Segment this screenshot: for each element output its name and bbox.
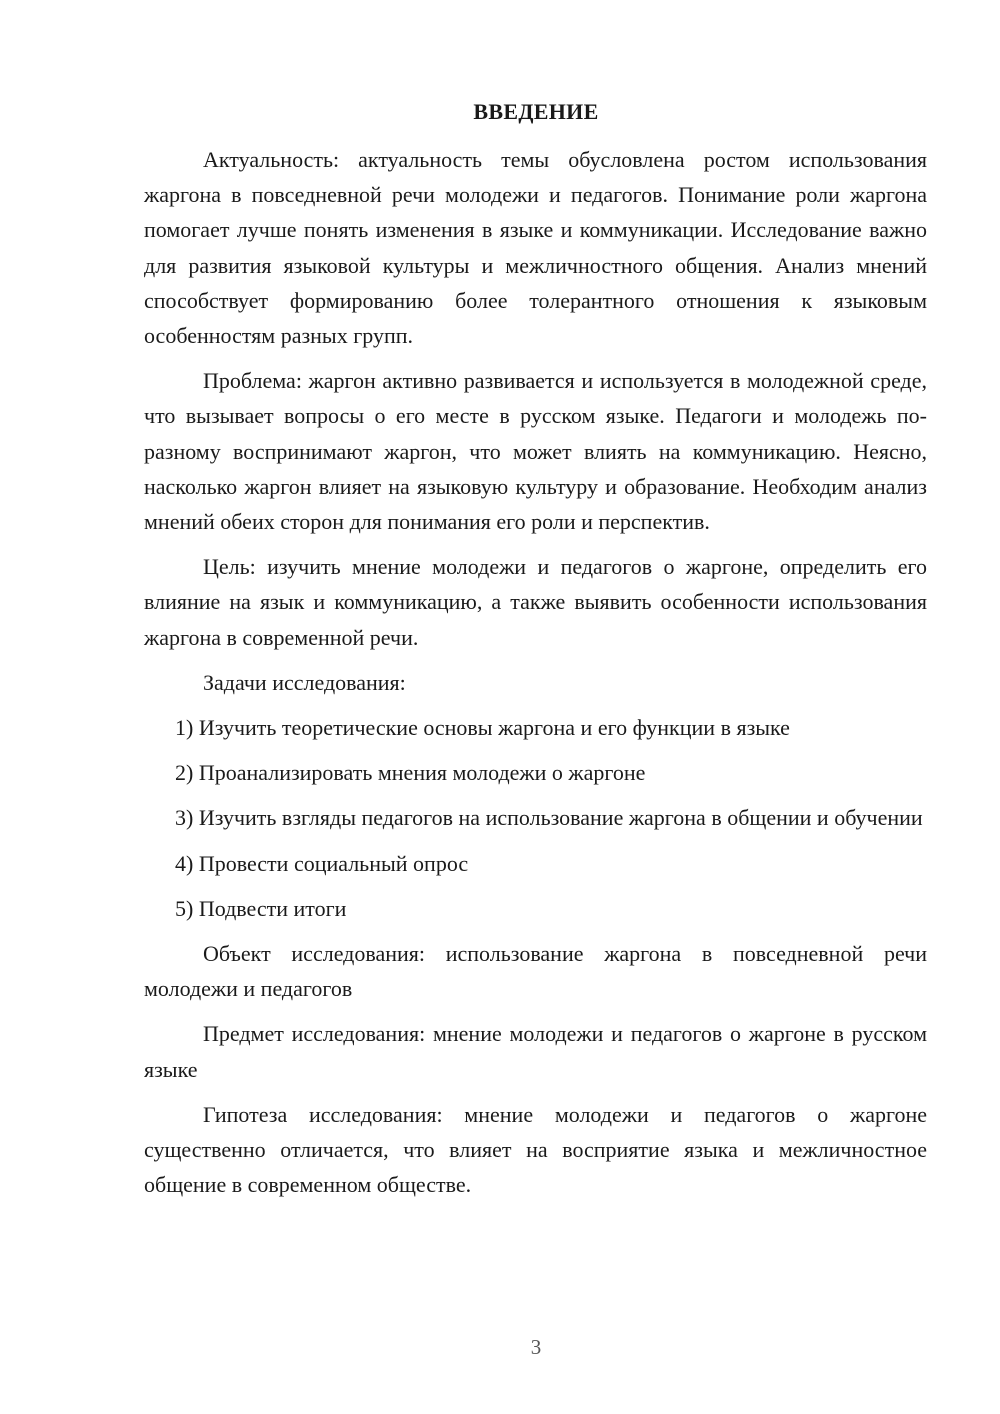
- tasks-heading: Задачи исследования:: [203, 669, 406, 695]
- paragraph-subject: Предмет исследования: мнение молодежи и педагогов о жаргоне в русском языке: [144, 1021, 927, 1082]
- paragraph-relevance: Актуальность: актуальность темы обусловлена ростом использования жаргона в повседневной речи молодежи и педагогов. Понимание роли жаргона помогает лучше понять изменения в языке и коммуникации. Исследование важно для развития языковой культуры и межличностного общения. Анализ мнений способствует формированию более толерантного отношения к языковым особенностям разных групп.: [144, 147, 927, 349]
- paragraph-goal: Цель: изучить мнение молодежи и педагогов о жаргоне, определить его влияние на язык и коммуникацию, а также выявить особенности использования жаргона в современной речи.: [144, 554, 927, 650]
- list-item: 3) Изучить взгляды педагогов на использование жаргона в общении и обучении: [175, 805, 923, 831]
- document-body: [144, 142, 927, 1202]
- page-number: 3: [530, 1335, 542, 1359]
- paragraph-object: Объект исследования: использование жаргона в повседневной речи молодежи и педагогов: [144, 941, 927, 1002]
- page-title: ВВЕДЕНИЕ: [473, 99, 599, 124]
- paragraph-hypothesis: Гипотеза исследования: мнение молодежи и педагогов о жаргоне существенно отличается, что влияет на восприятие языка и межличностное общение в современном обществе.: [144, 1101, 927, 1198]
- list-item: 1) Изучить теоретические основы жаргона и его функции в языке: [175, 715, 790, 741]
- list-item: 4) Провести социальный опрос: [175, 850, 469, 876]
- list-item: 2) Проанализировать мнения молодежи о жаргоне: [175, 760, 646, 786]
- paragraph-problem: Проблема: жаргон активно развивается и используется в молодежной среде, что вызывает вопросы о его месте в русском языке. Педагоги и молодежь по-разному воспринимают жаргон, что может влиять на коммуникацию. Неясно, насколько жаргон влияет на языковую культуру и образование. Необходим анализ мнений обеих сторон для понимания его роли и перспектив.: [144, 368, 927, 535]
- list-item: 5) Подвести итоги: [175, 895, 347, 921]
